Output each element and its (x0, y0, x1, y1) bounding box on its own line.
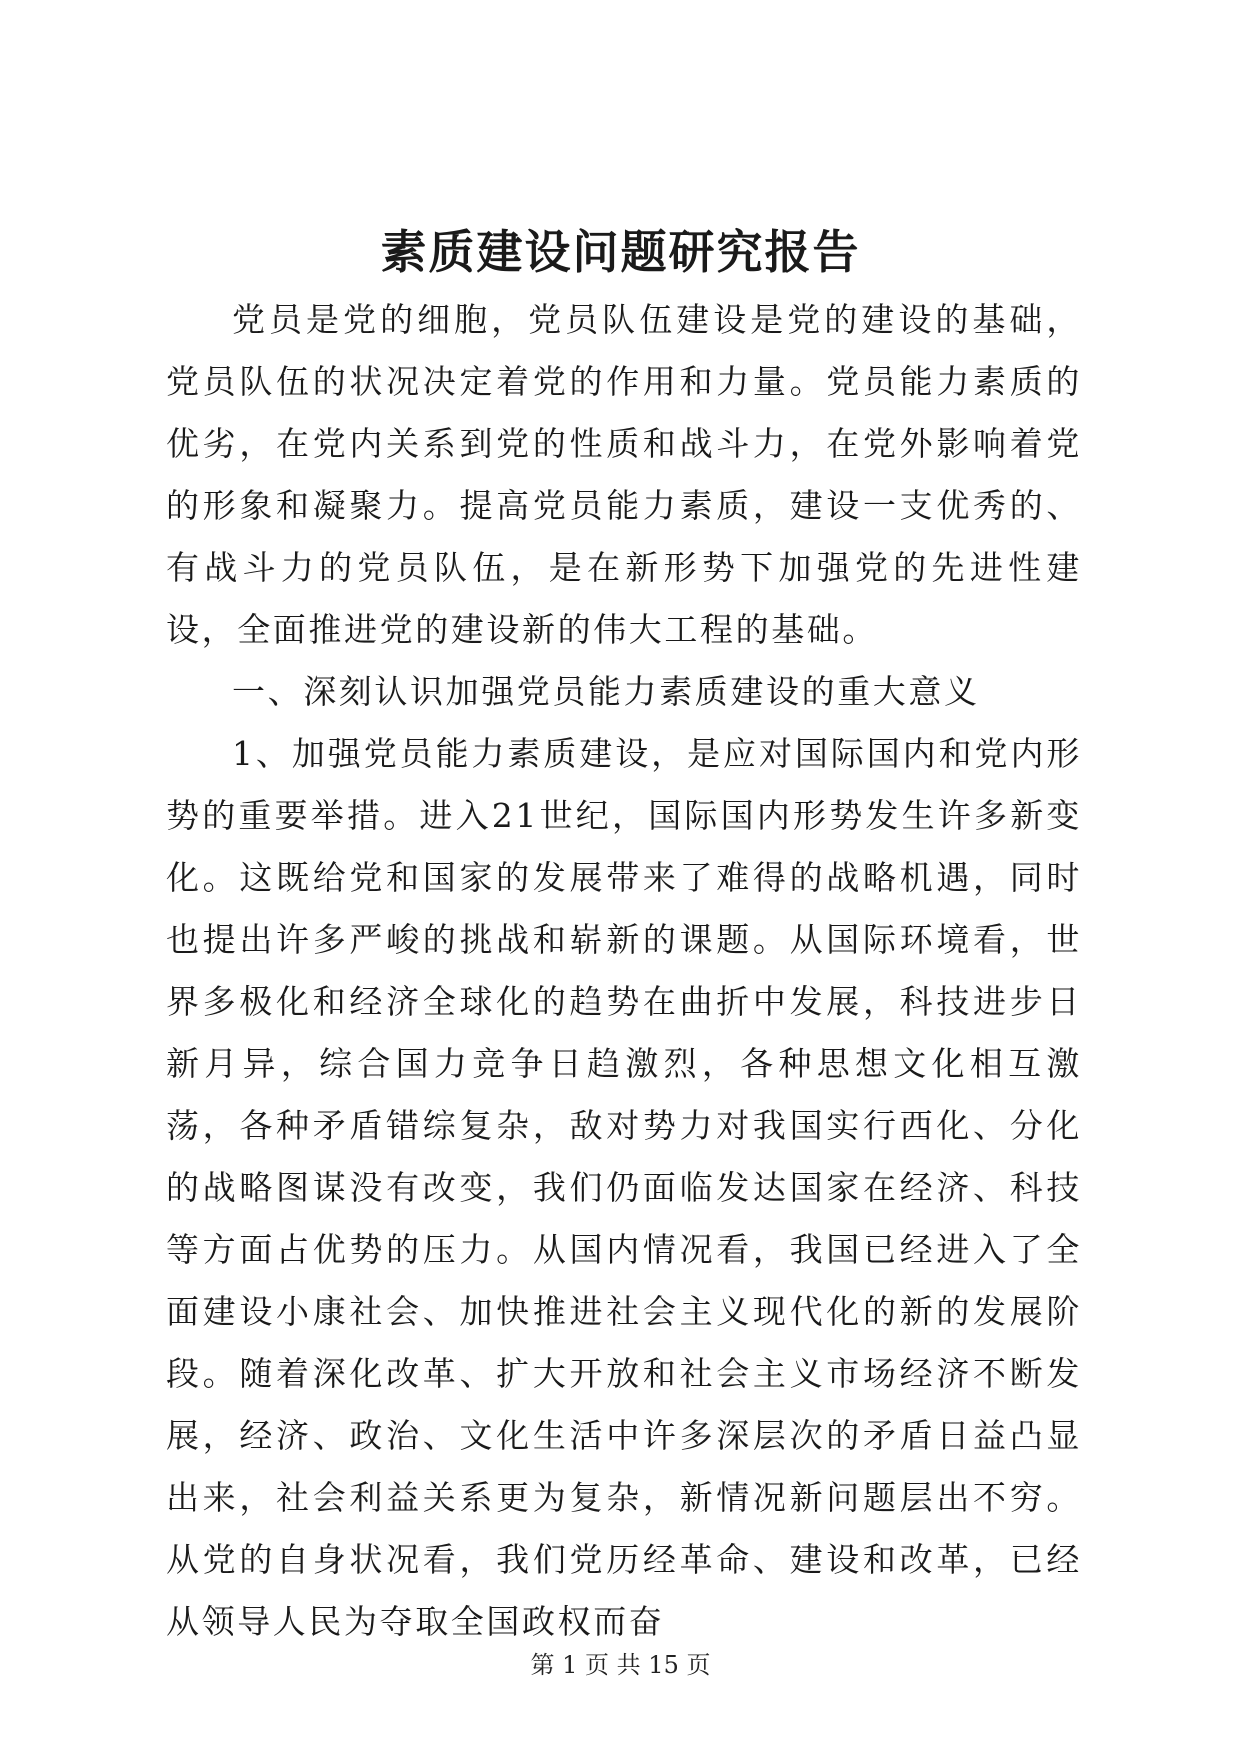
document-title: 素质建设问题研究报告 (380, 225, 861, 279)
page-footer: 第 1 页 共 15 页 (530, 1651, 711, 1679)
paragraph-point-1: 1、加强党员能力素质建设，是应对国际国内和党内形势的重要举措。进入21世纪，国际国内形势发生许多新变化。这既给党和国家的发展带来了难得的战略机遇，同时也提出许多严峻的挑战和崭新的课题。从国际环境看，世界多极化和经济全球化的趋势在曲折中发展，科技进步日新月异，综合国力竞争日趋激烈，各种思想文化相互激荡，各种矛盾错综复杂，敌对势力对我国实行西化、分化的战略图谋没有改变，我们仍面临发达国家在经济、科技等方面占优势的压力。从国内情况看，我国已经进入了全面建设小康社会、加快推进社会主义现代化的新的发展阶段。随着深化改革、扩大开放和社会主义市场经济不断发展，经济、政治、文化生活中许多深层次的矛盾日益凸显出来，社会利益关系更为复杂，新情况新问题层出不穷。从党的自身状况看，我们党历经革命、建设和改革，已经从领导人民为夺取全国政权而奋 (166, 734, 1082, 1641)
document-body (166, 289, 1082, 1653)
section-heading: 一、深刻认识加强党员能力素质建设的重大意义 (232, 672, 980, 711)
paragraph-intro: 党员是党的细胞，党员队伍建设是党的建设的基础，党员队伍的状况决定着党的作用和力量。党员能力素质的优劣，在党内关系到党的性质和战斗力，在党外影响着党的形象和凝聚力。提高党员能力素质，建设一支优秀的、有战斗力的党员队伍，是在新形势下加强党的先进性建设，全面推进党的建设新的伟大工程的基础。 (166, 300, 1082, 649)
